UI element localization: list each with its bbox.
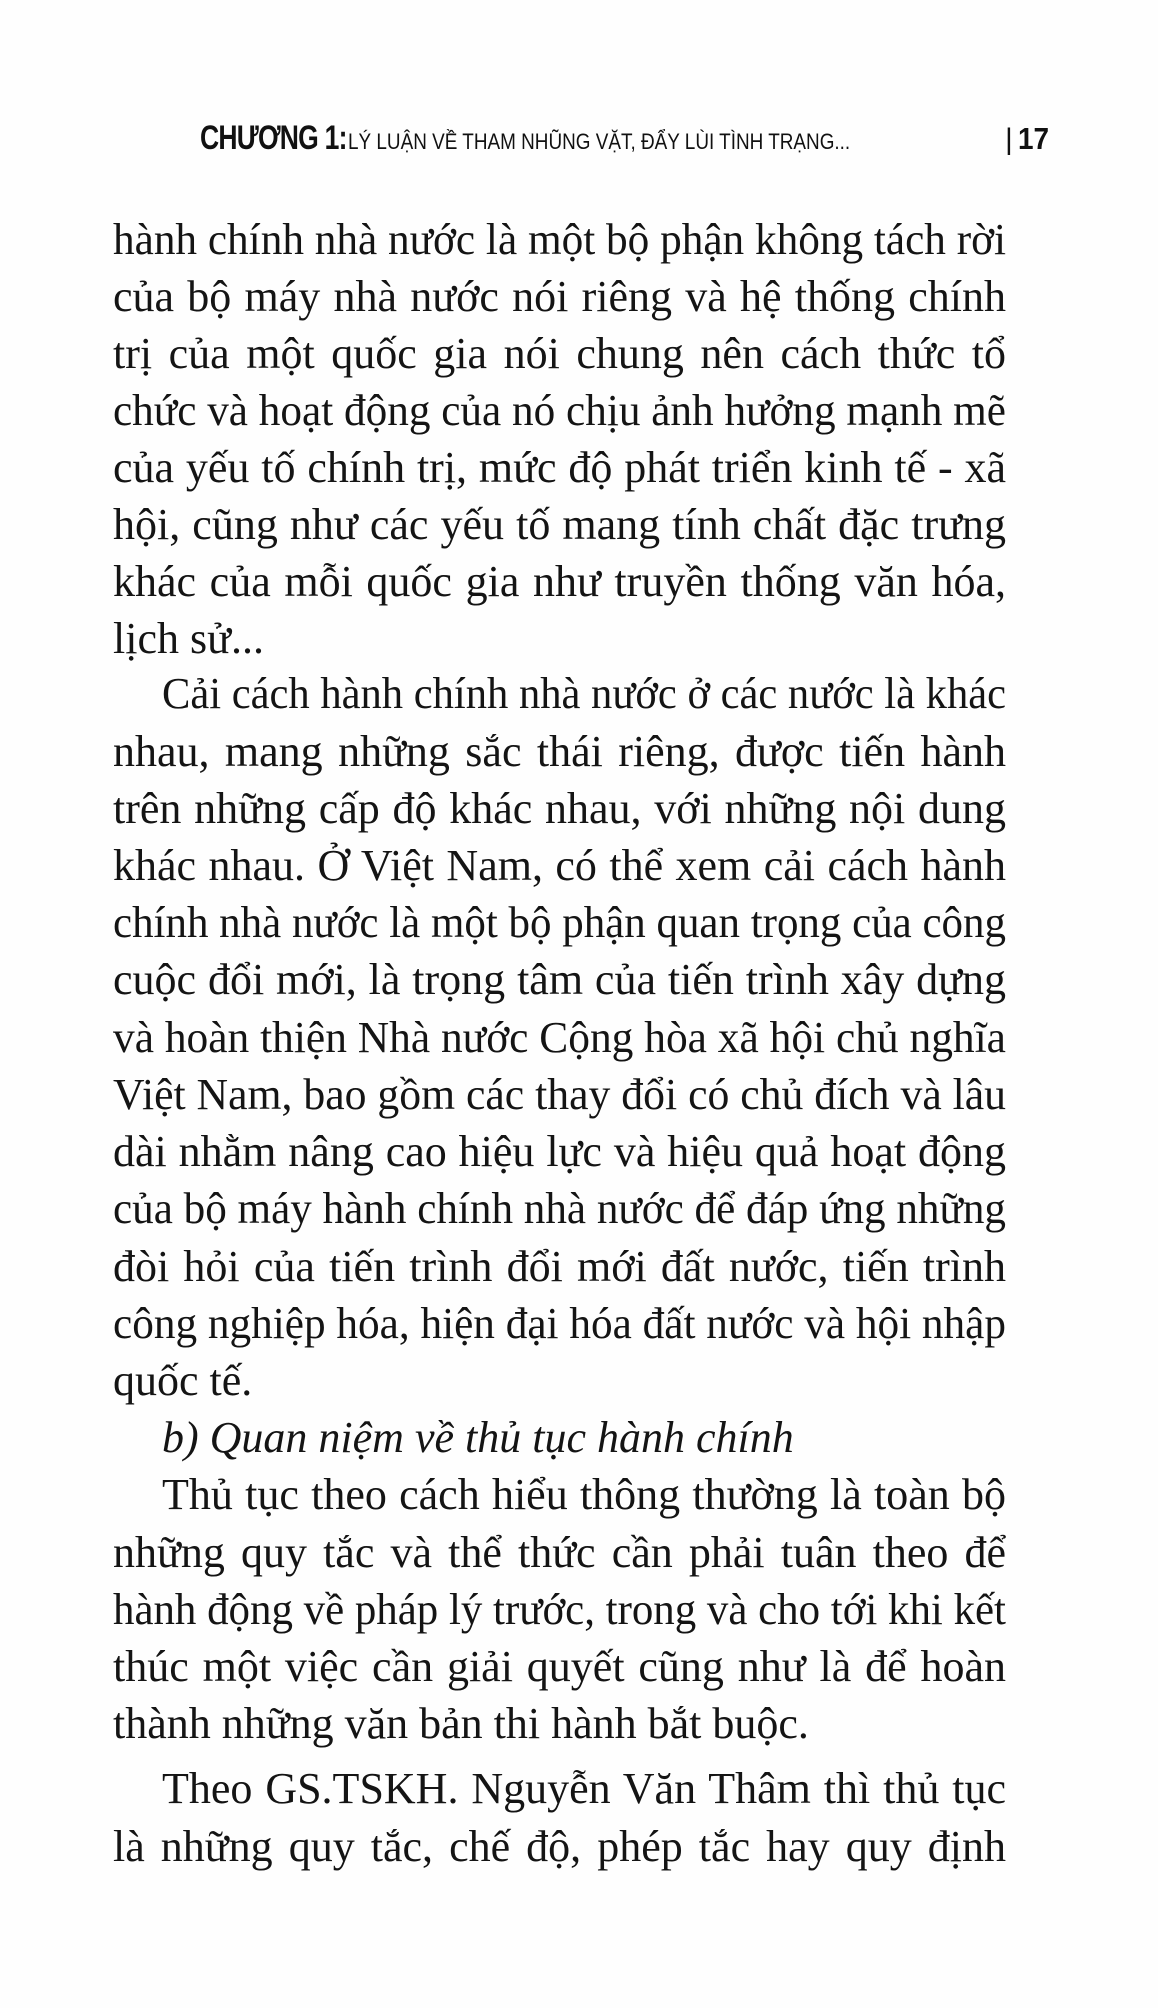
chapter-label: CHƯƠNG 1: xyxy=(200,119,347,157)
paragraph-first-line: Thủ tục theo cách hiểu thông thường là toàn bộ xyxy=(162,1470,1006,1519)
text-line: dài nhằm nâng cao hiệu lực và hiệu quả hoạt động xyxy=(113,1127,1006,1176)
text-line: trên những cấp độ khác nhau, với những nội dung xyxy=(113,784,1006,833)
running-header xyxy=(200,118,1050,158)
text-line: và hoàn thiện Nhà nước Cộng hòa xã hội chủ nghĩa xyxy=(113,1013,1006,1062)
text-line: của yếu tố chính trị, mức độ phát triển kinh tế - xã xyxy=(113,443,1006,492)
text-line: quốc tế. xyxy=(113,1356,253,1405)
text-line: nhau, mang những sắc thái riêng, được tiến hành xyxy=(113,727,1006,776)
text-line: chính nhà nước là một bộ phận quan trọng của công xyxy=(113,898,1006,947)
text-line: Việt Nam, bao gồm các thay đổi có chủ đích và lâu xyxy=(113,1070,1007,1119)
paragraph-first-line: Cải cách hành chính nhà nước ở các nước là khác xyxy=(162,669,1007,718)
text-line: lịch sử... xyxy=(113,614,264,663)
page-number: 17 xyxy=(1018,121,1050,156)
text-line: chức và hoạt động của nó chịu ảnh hưởng mạnh mẽ xyxy=(113,386,1006,435)
text-line: hành chính nhà nước là một bộ phận không tách rời xyxy=(113,215,1006,264)
chapter-title: LÝ LUẬN VỀ THAM NHŨNG VẶT, ĐẨY LÙI TÌNH TRẠNG... xyxy=(348,129,851,154)
text-line: thành những văn bản thi hành bắt buộc. xyxy=(113,1699,809,1748)
text-line: khác nhau. Ở Việt Nam, có thể xem cải cách hành xyxy=(113,841,1006,890)
text-line: trị của một quốc gia nói chung nên cách thức tổ xyxy=(113,329,1006,378)
text-line: của bộ máy nhà nước nói riêng và hệ thống chính xyxy=(113,272,1006,321)
text-line: cuộc đổi mới, là trọng tâm của tiến trình xây dựng xyxy=(113,955,1006,1004)
text-line: hành động về pháp lý trước, trong và cho tới khi kết xyxy=(113,1585,1006,1634)
text-line: những quy tắc và thể thức cần phải tuân theo để xyxy=(113,1528,1006,1577)
text-line: công nghiệp hóa, hiện đại hóa đất nước và hội nhập xyxy=(113,1299,1006,1348)
text-line: đòi hỏi của tiến trình đổi mới đất nước, tiến trình xyxy=(113,1242,1006,1291)
text-line: của bộ máy hành chính nhà nước để đáp ứng những xyxy=(113,1184,1006,1233)
header-separator: | xyxy=(1005,123,1013,156)
text-line: khác của mỗi quốc gia như truyền thống văn hóa, xyxy=(113,557,1006,606)
section-subheading: b) Quan niệm về thủ tục hành chính xyxy=(162,1413,794,1462)
paragraph-first-line: Theo GS.TSKH. Nguyễn Văn Thâm thì thủ tục xyxy=(162,1764,1006,1813)
text-line: là những quy tắc, chế độ, phép tắc hay quy định xyxy=(113,1822,1006,1871)
text-line: hội, cũng như các yếu tố mang tính chất đặc trưng xyxy=(113,500,1006,549)
text-line: thúc một việc cần giải quyết cũng như là để hoàn xyxy=(113,1642,1006,1691)
